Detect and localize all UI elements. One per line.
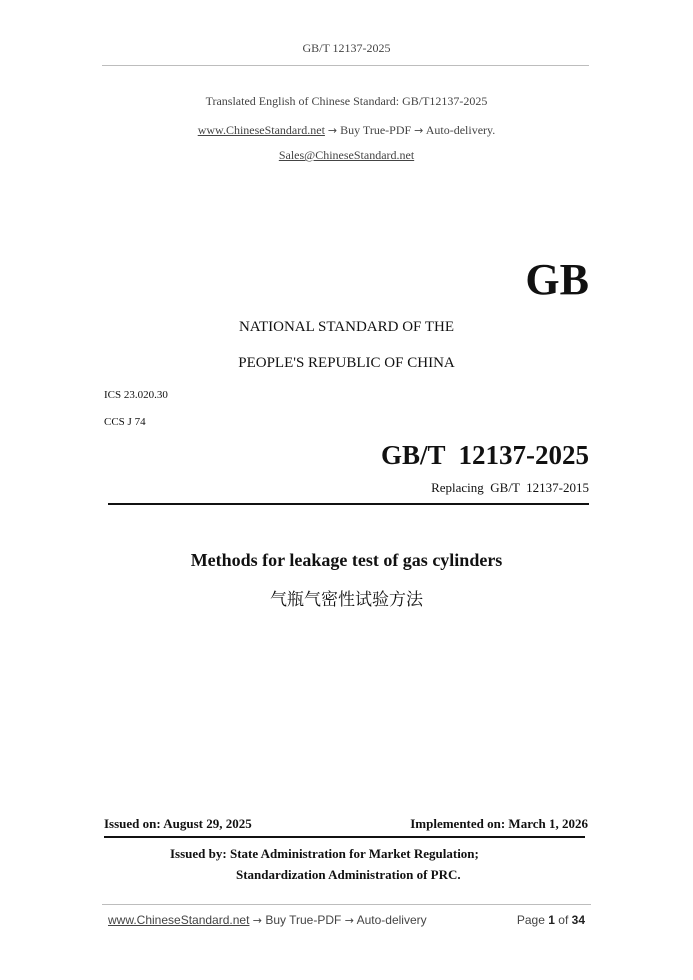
gb-mark: GB [525, 255, 589, 304]
site-link[interactable]: www.ChineseStandard.net [197, 123, 325, 137]
delivery-text: Auto-delivery. [425, 123, 496, 137]
page-indicator [517, 913, 585, 927]
email-link[interactable]: Sales@ChineseStandard.net [278, 148, 415, 162]
footer-divider [102, 904, 591, 905]
ccs-code: CCS J 74 [104, 416, 146, 428]
arrow-right-icon: → [344, 914, 354, 927]
standard-number: GB/T 12137-2025 [380, 440, 589, 470]
arrow-right-icon: → [252, 914, 262, 927]
ics-code: ICS 23.020.30 [104, 389, 168, 401]
replacing-standard: Replacing GB/T 12137-2015 [431, 480, 589, 495]
footer-site-link[interactable]: www.ChineseStandard.net [108, 913, 250, 927]
arrow-right-icon: → [327, 124, 338, 137]
page-number: 1 [548, 913, 555, 927]
title-divider [108, 503, 589, 505]
page-total: 34 [571, 913, 585, 927]
issued-by-line1: Issued by: State Administration for Market Regulation; [170, 846, 479, 861]
footer-delivery-text: Auto-delivery [356, 913, 427, 927]
footer-purchase-line [108, 913, 427, 927]
implemented-on: Implemented on: March 1, 2026 [410, 816, 588, 831]
page-label: Page [516, 913, 545, 927]
buy-text: Buy True-PDF [340, 123, 412, 137]
arrow-right-icon: → [414, 124, 424, 137]
dates-divider [104, 836, 585, 838]
issued-on: Issued on: August 29, 2025 [104, 816, 252, 831]
running-header: GB/T 12137-2025 [302, 41, 391, 55]
title-english: Methods for leakage test of gas cylinders [190, 550, 503, 570]
footer-buy-text: Buy True-PDF [265, 913, 342, 927]
national-standard-line1: NATIONAL STANDARD OF THE [238, 319, 455, 335]
national-standard-line2: PEOPLE'S REPUBLIC OF CHINA [238, 355, 455, 371]
email-line [0, 148, 693, 163]
title-chinese: 气瓶气密性试验方法 [270, 590, 423, 610]
translation-notice: Translated English of Chinese Standard: GB/T12137-2025 [205, 94, 488, 108]
of-label: of [558, 913, 569, 927]
issued-by-line2: Standardization Administration of PRC. [236, 867, 461, 882]
header-divider [102, 65, 589, 66]
purchase-line [0, 123, 693, 138]
